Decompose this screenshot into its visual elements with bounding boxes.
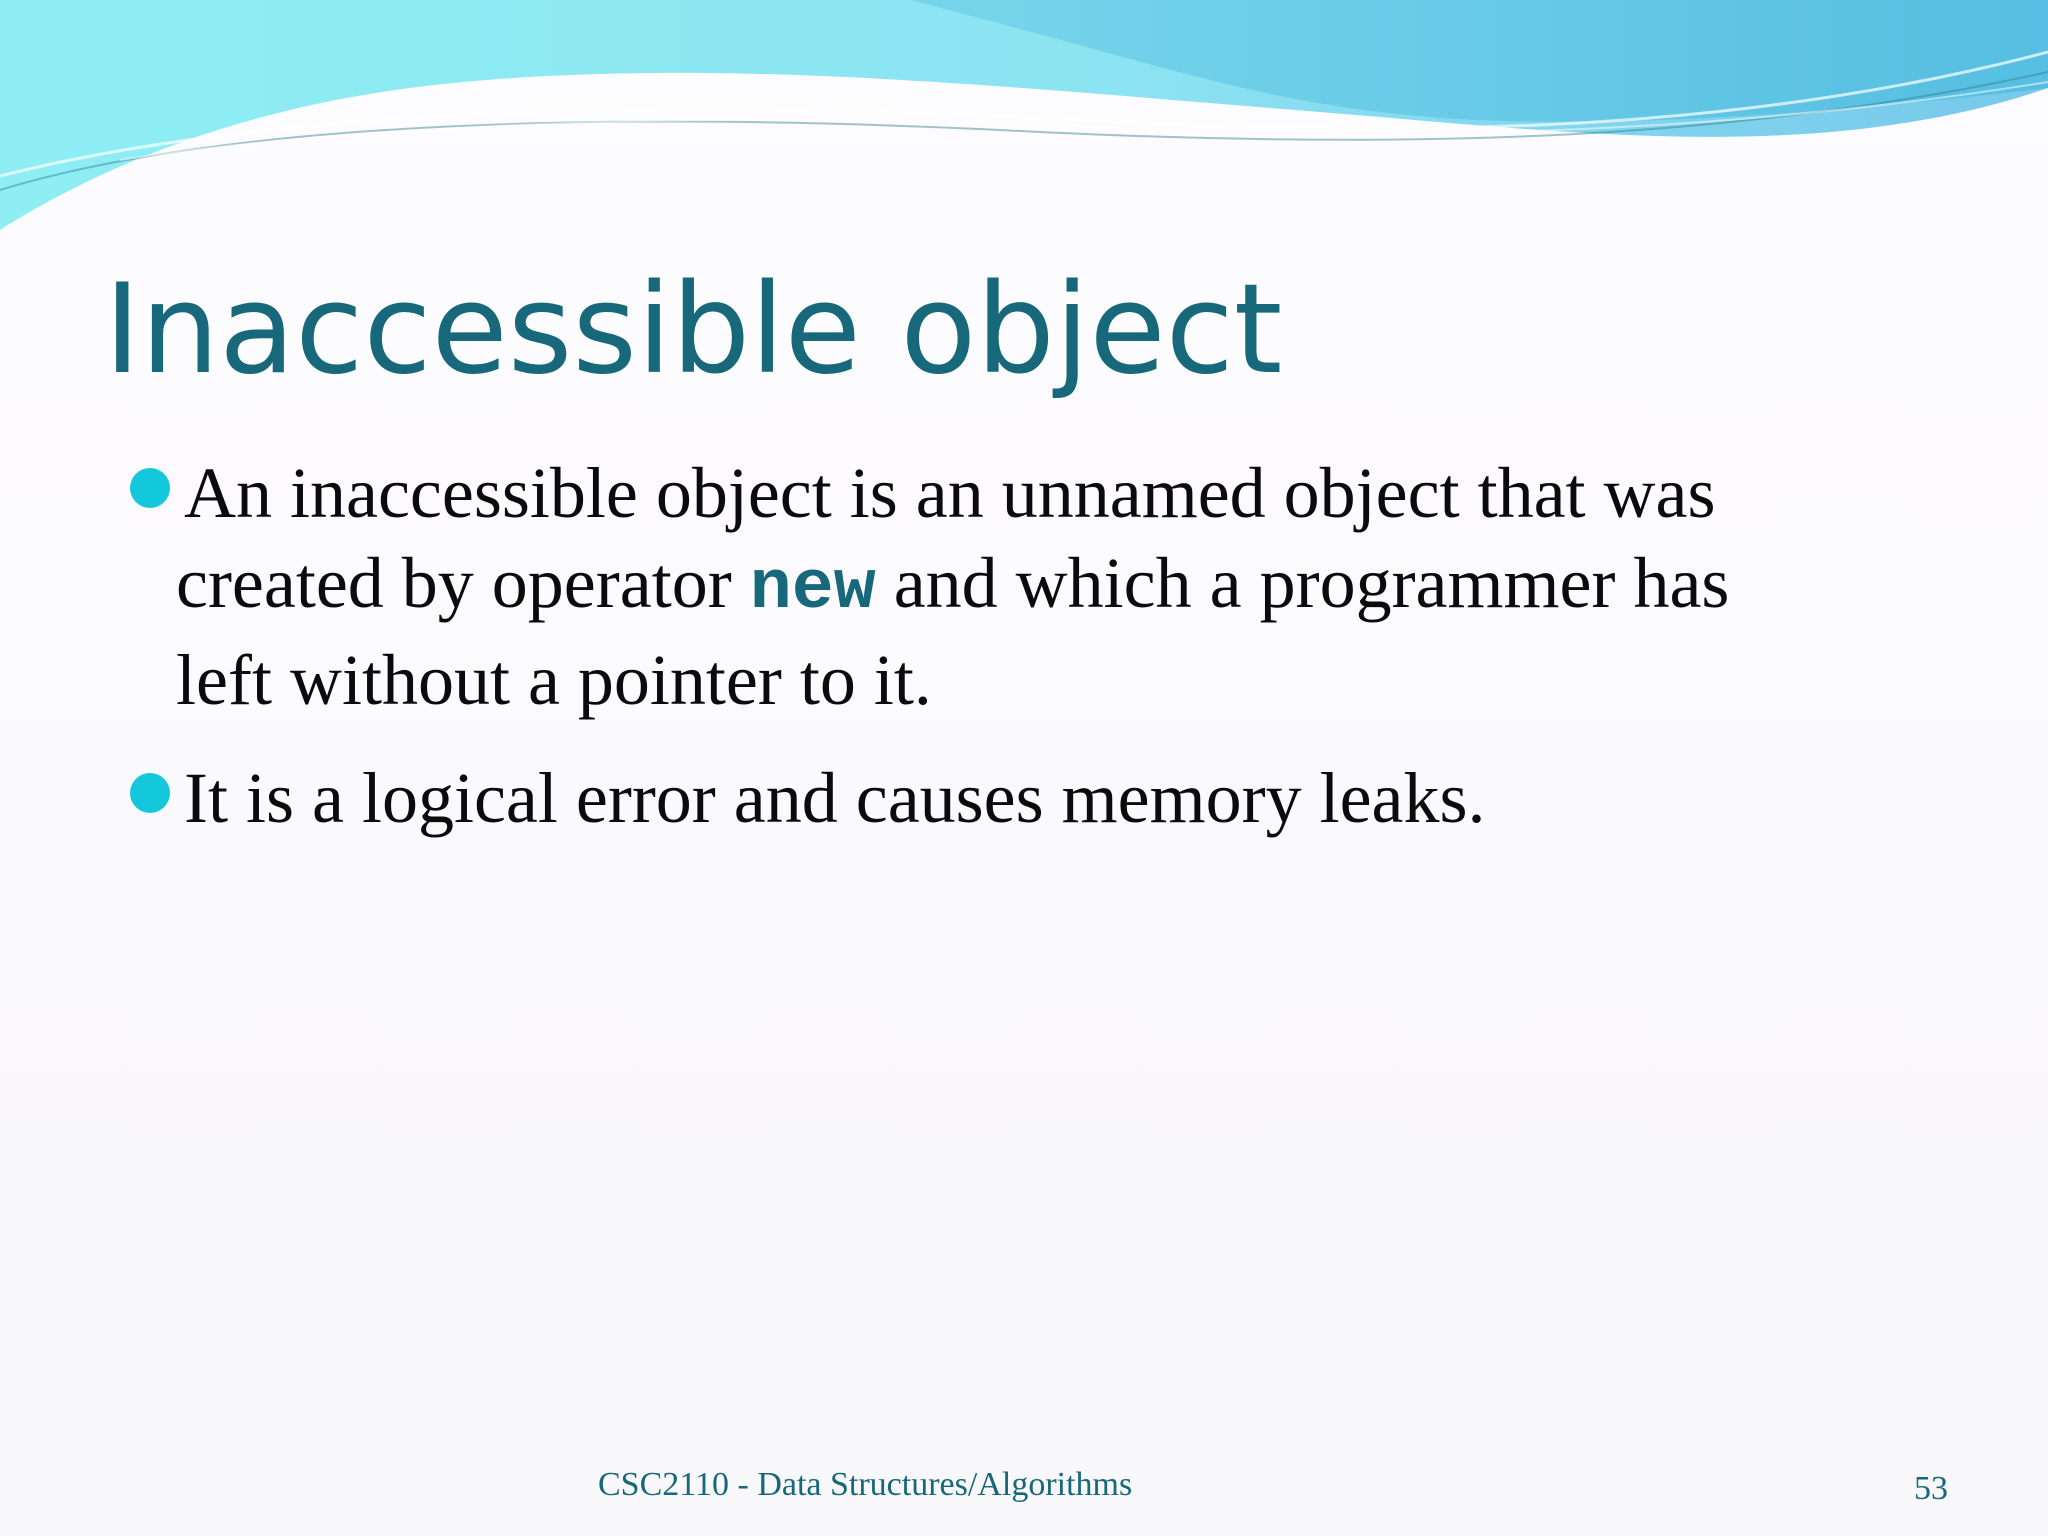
bullet-dot-icon [130, 468, 170, 508]
bullet-item-definition [130, 448, 1930, 725]
slide-title: Inaccessible object [104, 258, 1283, 402]
bullet-item-memory-leaks [130, 753, 1930, 843]
bullet-dot-icon [130, 773, 170, 813]
footer-course-title: CSC2110 - Data Structures/Algorithms [598, 1466, 1133, 1503]
bullet-text: It is a logical error and causes memory leaks. [184, 758, 1486, 838]
header-wave-decoration [0, 0, 2048, 240]
bullet-line-1: An inaccessible object is an unnamed object that was [184, 453, 1716, 533]
bullet-list [130, 448, 1930, 843]
bullet-line-2 [176, 538, 1930, 635]
bullet-line-2-prefix: created by operator [176, 543, 750, 623]
code-keyword-new: new [749, 550, 876, 629]
page-number: 53 [1914, 1470, 1948, 1507]
bullet-line-3: left without a pointer to it. [176, 640, 932, 720]
bullet-line-2-suffix: and which a programmer has [875, 543, 1730, 623]
